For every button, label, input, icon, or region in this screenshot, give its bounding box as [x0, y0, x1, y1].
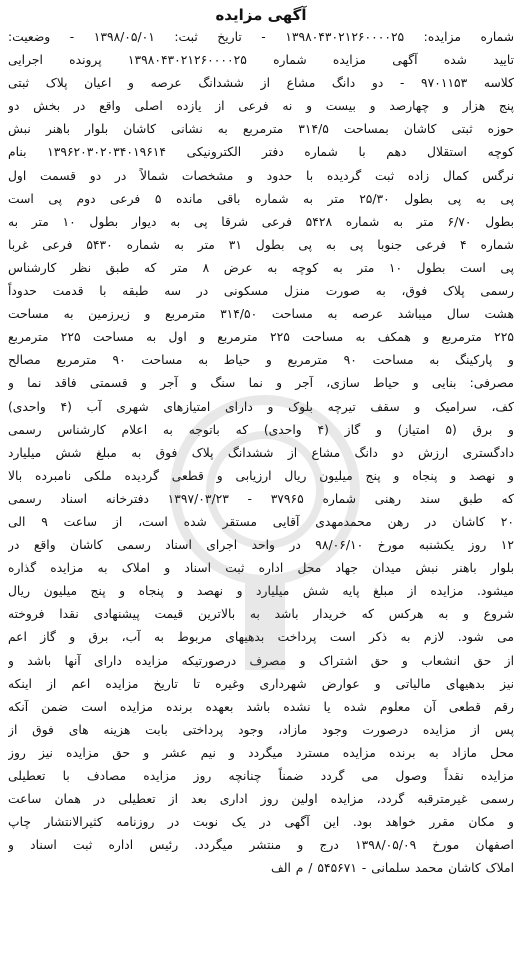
notice-line: و نهصد و پنجاه و پنج میلیون ریال ارزیابی و قطعی گردیده ملکی نامبرده بالا: [8, 468, 514, 483]
notice-line: رقم قطعی آن معلوم شده یا نشده باشد بعهده برنده مزایده است ضمن آنکه: [8, 699, 514, 714]
notice-line: پس از مزایده درصورت وجود مازاد، وجود پرداختی بابت هزینه های فوق از: [8, 722, 514, 737]
notice-line: و پارکینگ به مساحت ۹۰ مترمربع و حیاط به مساحت ۹۰ مترمربع مصالح: [8, 353, 514, 368]
notice-line: پی به پی بطول ۲۵/۳۰ متر به شماره باقی مانده ۵ فرعی دوم پی است: [8, 191, 514, 206]
notice-line: نرگس کمال زاده ثبت گردیده با حدود و مشخصات شمالاً در دو قسمت اول: [8, 168, 514, 183]
notice-line: حوزه ثبتی کاشان بمساحت ۳۱۴/۵ مترمربع به نشانی کاشان بلوار باهنر نبش: [8, 122, 514, 137]
notice-line: پی است بطول ۱۰ متر به کوچه به عرض ۸ متر که طبق نظر کارشناس: [8, 260, 514, 275]
notice-line: تایید شده آگهی مزایده شماره ۱۳۹۸۰۴۳۰۲۱۲۶۰۰۰۰۲۵ پرونده اجرایی: [8, 53, 514, 68]
notice-line: هشت سال میباشد عرصه به مساحت ۳۱۴/۵۰ مترمربع و زیرزمین به مساحت: [8, 307, 514, 322]
notice-body: [8, 26, 514, 880]
notice-line: می شود. لازم به ذکر است پرداخت بدهیهای مربوط به آب، برق و گاز اعم: [8, 630, 514, 645]
notice-line: نیز بدهیهای مالیاتی و عوارض شهرداری وغیره تا تاریخ مزایده اعم از اینکه: [8, 676, 514, 691]
notice-line: مصرفی: بنایی و حیاط سازی، آجر و نما سنگ و آجر و قسمتی فاقد نما و: [8, 376, 514, 391]
notice-title: آگهی مزایده: [215, 6, 307, 24]
notice-line: اصفهان مورخ ۱۳۹۸/۰۵/۰۹ درج و منتشر میگردد. رئیس اداره ثبت اسناد و: [8, 838, 514, 853]
notice-line: و مکان مقرر خواهد بود. این آگهی در یک نوبت در روزنامه کثیرالانتشار چاپ: [8, 815, 514, 830]
notice-line: ۲۲۵ مترمربع و همکف به مساحت ۲۲۵ مترمربع و اول به مساحت ۲۲۵ مترمربع: [8, 330, 514, 345]
notice-line: ۲۰ کاشان در رهن محمدمهدی آقایی مستقر شده است، از ساعت ۹ الی: [8, 514, 514, 529]
notice-line: دادگستری ارزش دو دانگ مشاع از ششدانگ پلاک فوق به مبلغ شش میلیارد: [8, 445, 514, 460]
notice-line: محل مازاد به برنده مزایده مسترد میگردد و نیم عشر و حق مزایده نیز روز: [8, 745, 514, 760]
notice-line: پنج هزار و چهارصد و بیست و نه فرعی از یازده اصلی واقع در بخش دو: [8, 99, 514, 114]
notice-line: کلاسه ۹۷۰۱۱۵۳ - دو دانگ مشاع از ششدانگ عرصه و اعیان پلاک ثبتی: [8, 76, 514, 91]
notice-line: ۱۲ روز یکشنبه مورخ ۹۸/۰۶/۱۰ در واحد اجرای اسناد رسمی کاشان واقع در: [8, 538, 514, 553]
notice-line: بطول ۶/۷۰ متر به شماره ۵۴۲۸ فرعی شرقا پی به دیوار بطول ۱۰ متر به: [8, 214, 514, 229]
notice-line: کوچه استقلال دهم با شماره دفتر الکترونیکی ۱۳۹۶۲۰۳۰۲۰۳۴۰۱۹۶۱۴ بنام: [8, 145, 514, 160]
notice-line: شماره ۴ فرعی جنوبا پی به پی بطول ۳۱ متر به شماره ۵۴۳۰ فرعی غربا: [8, 237, 514, 252]
notice-line: شماره مزایده: ۱۳۹۸۰۴۳۰۲۱۲۶۰۰۰۰۲۵ - تاریخ ثبت: ۱۳۹۸/۰۵/۰۱ - وضعیت:: [8, 30, 514, 44]
notice-line: رسمی غیرمترقبه گردد، مزایده اولین روز اداری بعد از تعطیلی در همان ساعت: [8, 792, 514, 807]
notice-line: املاک کاشان محمد سلمانی - ۵۴۵۶۷۱ / م الف: [270, 861, 514, 876]
notice-line: مزایده نقداً وصول می گردد ضمناً چنانچه روز مزایده مصادف با تعطیلی: [8, 769, 514, 783]
notice-line: کف، سرامیک و سقف تیرچه بلوک و دارای امتیازهای شهری آب (۴ واحدی): [8, 399, 514, 414]
notice-line: شروع و به هرکس که خریدار باشد به بالاترین قیمت پیشنهادی نقدا فروخته: [8, 607, 514, 622]
notice-line: که طبق سند رهنی شماره ۳۷۹۶۵ - ۱۳۹۷/۰۳/۲۳ دفترخانه اسناد رسمی: [8, 491, 514, 506]
notice-line: بلوار باهنر نبش میدان جهاد محل اداره ثبت اسناد و املاک به مزایده گذاره: [8, 561, 514, 576]
notice-line: میشود. مزایده از مبلغ پایه شش میلیارد و نهصد و پنجاه و پنج میلیون ریال: [8, 584, 514, 599]
notice-line: و برق (۵ امتیاز) و گاز (۴ واحدی) که باتوجه به اعلام کارشناس رسمی: [8, 422, 514, 437]
notice-line: رسمی پلاک فوق، به صورت منزل مسکونی در سه طبقه با قدمت حدوداً: [8, 284, 514, 299]
notice-line: از حق انشعاب و حق اشتراک و مصرف درصورتیکه مزایده دارای آنها باشد و: [8, 653, 514, 668]
